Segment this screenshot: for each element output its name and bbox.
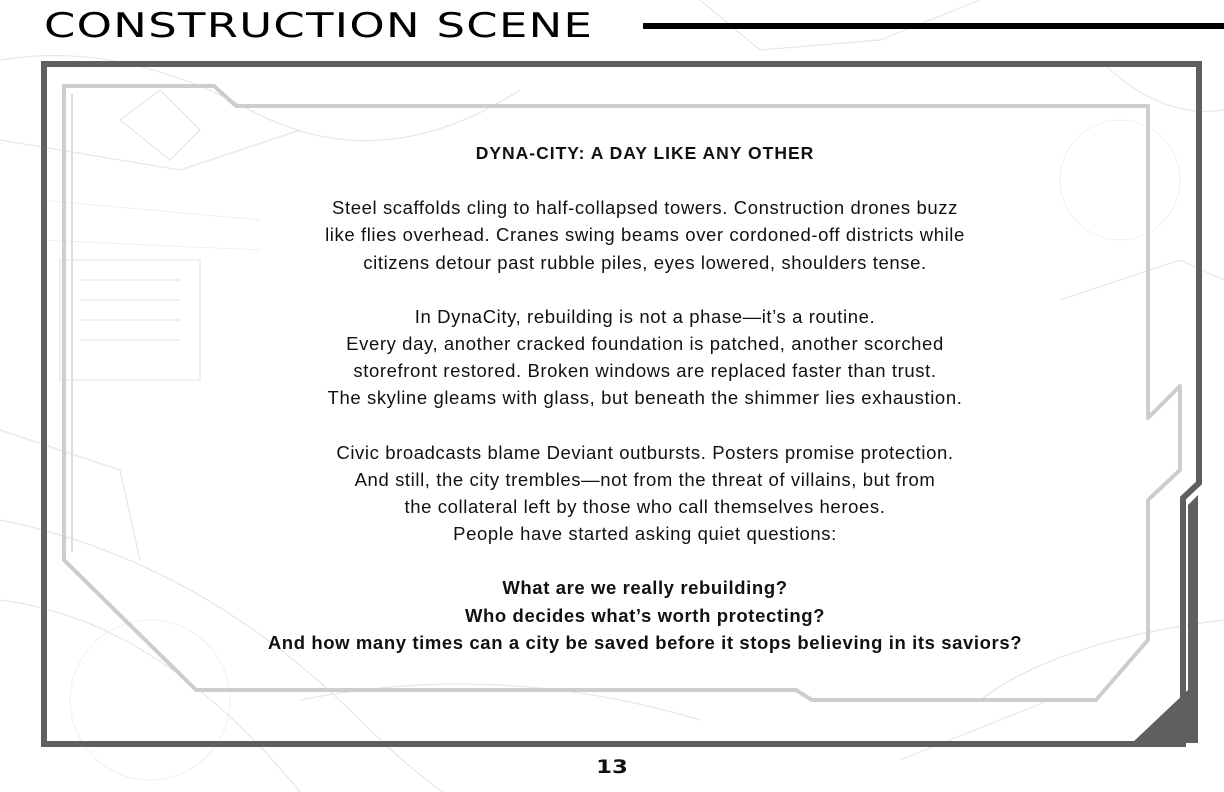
paragraph-line: People have started asking quiet questions:: [453, 523, 837, 545]
paragraph-line: citizens detour past rubble piles, eyes lowered, shoulders tense.: [363, 251, 927, 273]
paragraph-line: the collateral left by those who call themselves heroes.: [404, 496, 886, 518]
paragraph-line: Steel scaffolds cling to half-collapsed towers. Construction drones buzz: [332, 197, 958, 219]
paragraph-line: And still, the city trembles—not from the threat of villains, but from: [354, 468, 936, 490]
paragraph-line: Every day, another cracked foundation is patched, another scorched: [346, 333, 944, 355]
paragraph-scene: [196, 194, 1094, 276]
questions-block: [196, 574, 1094, 656]
story-panel: [196, 140, 1094, 656]
story-heading: DYNA-CITY: A DAY LIKE ANY OTHER: [475, 143, 815, 163]
paragraph-line: Civic broadcasts blame Deviant outbursts. Posters promise protection.: [336, 441, 954, 463]
page-title: CONSTRUCTION SCENE: [44, 6, 594, 46]
question-line: Who decides what’s worth protecting?: [464, 604, 826, 626]
paragraph-line: The skyline gleams with glass, but beneath the shimmer lies exhaustion.: [327, 387, 963, 409]
paragraph-line: storefront restored. Broken windows are replaced faster than trust.: [353, 360, 937, 382]
paragraph-line: like flies overhead. Cranes swing beams over cordoned-off districts while: [325, 224, 965, 246]
paragraph-line: In DynaCity, rebuilding is not a phase—it’s a routine.: [414, 305, 876, 327]
question-line: And how many times can a city be saved before it stops believing in its saviors?: [267, 631, 1023, 653]
page-number: 13: [596, 756, 628, 778]
question-line: What are we really rebuilding?: [502, 577, 788, 599]
paragraph-routine: [196, 303, 1094, 412]
paragraph-broadcasts: [196, 439, 1094, 548]
corner-accent: [1132, 495, 1198, 743]
